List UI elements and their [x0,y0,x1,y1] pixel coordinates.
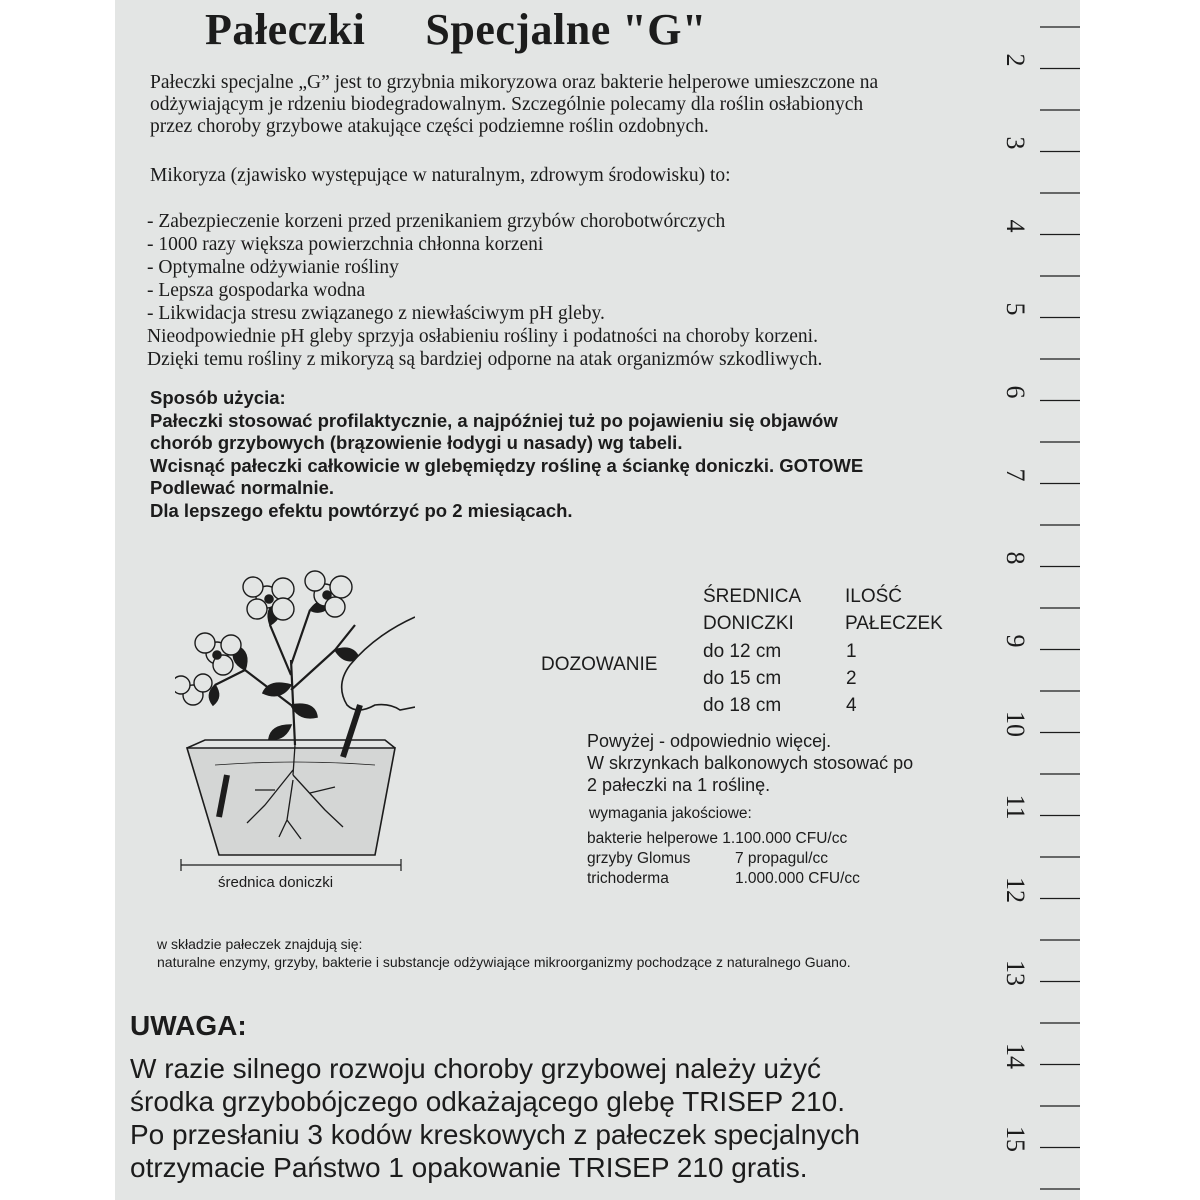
ruler-label: 7 [1001,468,1031,482]
warning-heading: UWAGA: [130,1010,247,1041]
col-header-count: ILOŚĆ [845,586,903,607]
title-word-1: Pałeczki [205,5,366,54]
col-header-diameter: ŚREDNICA [703,586,802,607]
title-word-2: Specjalne "G" [425,5,707,54]
quality-value: 1.000.000 CFU/cc [735,870,860,887]
illustration-caption: średnica doniczki [218,874,334,891]
ruler-label: 2 [1001,53,1031,67]
quality-value: 7 propagul/cc [735,850,829,867]
quality-name: grzyby Glomus [587,850,691,867]
dosage-label: DOZOWANIE [541,654,658,675]
dosage-note: Powyżej - odpowiednio więcej. [587,731,832,751]
intro-paragraph [150,72,878,138]
benefit-item: - Lepsza gospodarka wodna [147,280,366,301]
warning-line: W razie silnego rozwoju choroby grzybowej należy użyć [130,1053,821,1084]
composition-note [157,935,851,971]
ruler-ticks [1001,27,1080,1189]
usage-line: Pałeczki stosować profilaktycznie, a najpóźniej tuż po pojawieniu się objawów [150,409,838,431]
usage-line: Wcisnąć pałeczki całkowicie w glebęmiędzy roślinę a ściankę doniczki. GOTOWE [150,454,864,476]
usage-section [150,387,863,522]
hand [342,617,415,710]
quality-item [587,869,860,889]
benefit-item: - Optymalne odżywianie rośliny [147,257,399,278]
intro-line: Pałeczki specjalne „G” jest to grzybnia mikoryzowa oraz bakterie helperowe umieszczone na [150,72,879,93]
ruler-label: 12 [1001,877,1031,903]
warning-line: otrzymacie Państwo 1 opakowanie TRISEP 210 gratis. [130,1152,808,1183]
dosage-count: 2 [846,668,857,689]
usage-line: chorób grzybowych (brązowienie łodygi u nasady) wg tabeli. [150,432,683,453]
ruler-label: 13 [1001,960,1031,986]
warning-text [130,1052,860,1184]
benefit-item: - Likwidacja stresu związanego z niewłaściwym pH gleby. [147,303,605,324]
ruler-label: 9 [1001,634,1031,648]
quality-name: bakterie helperowe [587,830,718,847]
dosage-notes [587,730,913,796]
dosage-diameter: do 15 cm [703,668,782,689]
dosage-note: W skrzynkach balkonowych stosować po [587,753,914,773]
pot-rim [187,740,395,748]
usage-line: Podlewać normalnie. [150,477,335,498]
ruler-label: 6 [1001,385,1031,399]
composition-line: w składzie pałeczek znajdują się: [157,936,363,952]
dosage-count: 4 [846,695,857,716]
ruler-label: 5 [1001,302,1031,316]
quality-heading: wymagania jakościowe: [589,805,752,822]
intro-line: przez choroby grzybowe atakujące części podziemne roślin ozdobnych. [150,116,709,137]
ruler-label: 11 [1001,794,1031,820]
quality-item [587,849,860,869]
ruler-label: 8 [1001,551,1031,565]
dosage-diameter: do 12 cm [703,641,782,662]
warning-line: środka grzybobójczego odkażającego glebę TRISEP 210. [130,1086,845,1117]
benefit-item: - Zabezpieczenie korzeni przed przenikaniem grzybów chorobotwórczych [147,211,726,232]
mycorrhiza-lead: Mikoryza (zjawisko występujące w naturalnym, zdrowym środowisku) to: [150,165,731,186]
diameter-dimension [181,859,401,871]
col-header-diameter: DONICZKI [703,613,794,634]
benefit-item: - 1000 razy większa powierzchnia chłonna korzeni [147,234,544,255]
ph-note-line: Nieodpowiednie pH gleby sprzyja osłabieniu rośliny i podatności na choroby korzeni. [147,326,818,347]
quality-list [587,829,860,889]
ph-note-line: Dzięki temu rośliny z mikoryzą są bardziej odporne na atak organizmów szkodliwych. [147,349,823,370]
quality-item [587,829,860,849]
ruler-label: 14 [1001,1043,1031,1069]
measuring-ruler [985,0,1080,1200]
quality-value: 1.100.000 CFU/cc [722,830,848,847]
ruler-label: 4 [1001,219,1031,233]
benefits-list [147,210,822,371]
page-title [205,4,707,55]
usage-heading: Sposób użycia: [150,387,286,408]
ruler-label: 3 [1001,136,1031,150]
usage-line: Dla lepszego efektu powtórzyć po 2 miesiącach. [150,499,573,521]
intro-line: odżywiającym je rdzeniu biodegradowalnym. Szczególnie polecamy dla roślin osłabionych [150,94,864,115]
col-header-count: PAŁECZEK [845,613,943,634]
dosage-count: 1 [846,641,857,662]
dosage-note: 2 pałeczki na 1 roślinę. [587,775,771,795]
ruler-label: 15 [1001,1126,1031,1152]
composition-line: naturalne enzymy, grzyby, bakterie i substancje odżywiające mikroorganizmy pochodzące z naturalnego Guano. [157,954,851,970]
dosage-diameter: do 18 cm [703,695,782,716]
quality-name: trichoderma [587,870,669,887]
warning-line: Po przesłaniu 3 kodów kreskowych z pałeczek specjalnych [130,1119,860,1150]
plant-pot-illustration [175,565,415,900]
ruler-label: 10 [1001,711,1031,737]
